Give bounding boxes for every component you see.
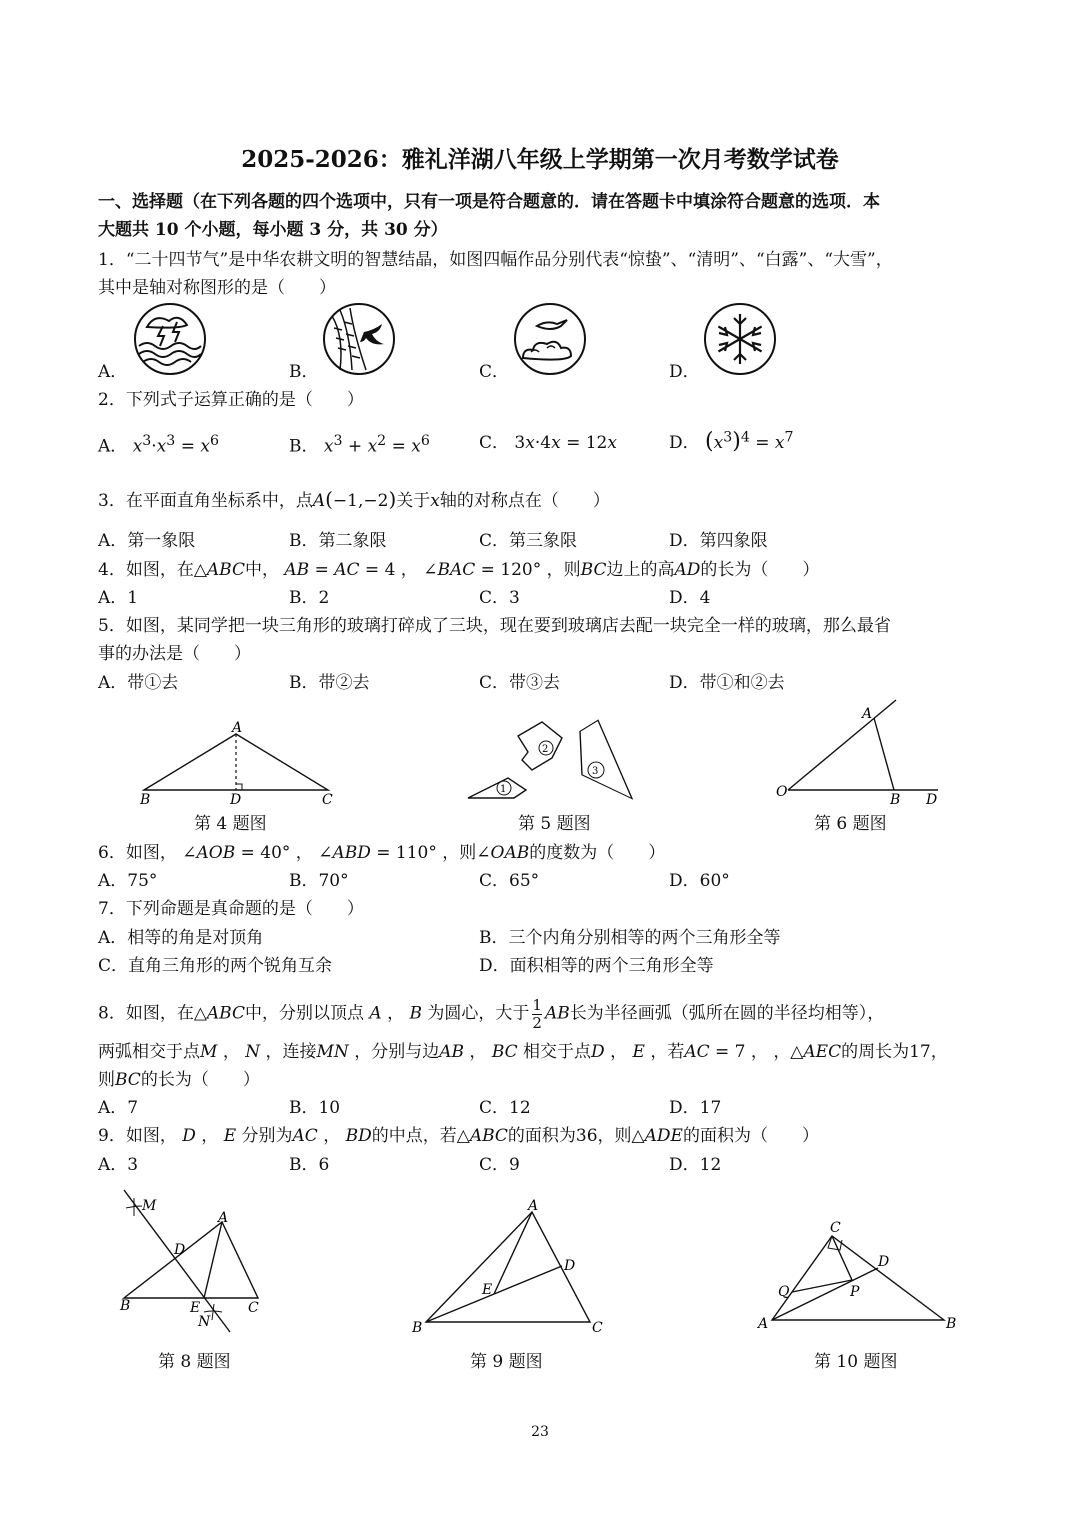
q4-option-b: B．2 [289, 588, 330, 608]
figure-caption-q5: 第 5 题图 [518, 814, 591, 834]
svg-text:D: D [174, 1242, 186, 1258]
svg-text:M: M [142, 1198, 157, 1214]
q2-option-c: C． 3x·4x = 12x [479, 433, 617, 453]
solar-term-bailu-icon [513, 302, 587, 376]
q1-option-c: C． [479, 362, 510, 382]
q3-option-a: A．第一象限 [98, 531, 196, 551]
page-title: 2025-2026：雅礼洋湖八年级上学期第一次月考数学试卷 [241, 146, 839, 173]
q1-option-a: A． [98, 362, 128, 382]
svg-text:A: A [232, 720, 243, 736]
svg-text:D: D [564, 1258, 576, 1274]
q9-option-a: A．3 [98, 1155, 139, 1175]
svg-text:C: C [592, 1320, 603, 1336]
svg-text:D: D [926, 792, 938, 808]
q6-option-d: D．60° [669, 871, 730, 891]
q9-option-c: C．9 [479, 1155, 520, 1175]
figure-caption-q6: 第 6 题图 [814, 814, 887, 834]
q8-option-d: D．17 [669, 1098, 722, 1118]
q2-option-d: D． $(x^3)^4 = x^7$ [669, 429, 794, 454]
svg-text:A: A [862, 706, 873, 722]
q6-option-b: B．70° [289, 871, 349, 891]
figure-q5-glass-pieces [462, 716, 637, 812]
q3-option-b: B．第二象限 [289, 531, 387, 551]
q5-option-b: B．带②去 [289, 673, 370, 693]
q7-option-b: B．三个内角分别相等的两个三角形全等 [479, 928, 781, 948]
svg-text:P: P [850, 1284, 860, 1300]
q7-option-a: A．相等的角是对顶角 [98, 928, 264, 948]
q2-option-b: B． $x^3 + x^2 = x^6$ [289, 433, 430, 457]
q9-stem: 9．如图， D ， E 分别为AC ， BD的中点，若△ABC的面积为36，则△ADE的面积为（ ） [98, 1126, 819, 1146]
figure-q10-right-triangle [756, 1218, 966, 1336]
figure-caption-q9: 第 9 题图 [470, 1352, 543, 1372]
solar-term-daxue-icon [703, 302, 777, 376]
q5-stem-line2: 事的办法是（ ） [98, 644, 251, 664]
svg-text:N: N [198, 1314, 211, 1330]
svg-text:Q: Q [778, 1284, 790, 1300]
svg-text:3: 3 [592, 766, 599, 777]
svg-text:D: D [878, 1254, 890, 1270]
q7-stem: 7．下列命题是真命题的是（ ） [98, 899, 364, 919]
q4-stem: 4．如图，在△ABC中， AB = AC = 4 ， ∠BAC = 120° ，则BC边上的高AD的长为（ ） [98, 560, 820, 580]
q8-option-a: A．7 [98, 1098, 139, 1118]
svg-text:B: B [120, 1298, 131, 1314]
figure-q4-triangle [130, 718, 345, 810]
svg-text:C: C [830, 1220, 841, 1236]
q8-option-b: B．10 [289, 1098, 341, 1118]
figure-q6-angles [772, 700, 952, 810]
figure-q8-perpendicular-bisector [118, 1188, 268, 1338]
q8-stem-line2: 两弧相交于点M ， N ，连接MN ，分别与边AB ， BC 相交于点D ， E ，若AC = 7 ， ，△AEC的周长为17， [98, 1042, 948, 1062]
q5-option-c: C．带③去 [479, 673, 561, 693]
svg-text:A: A [758, 1316, 769, 1332]
q1-option-d: D． [669, 362, 700, 382]
q6-stem: 6．如图， ∠AOB = 40° ， ∠ABD = 110° ，则∠OAB的度数为（ ） [98, 843, 666, 863]
q8-option-c: C．12 [479, 1098, 531, 1118]
figure-caption-q4: 第 4 题图 [194, 814, 267, 834]
q2-option-a: A． $x^3\cdot x^3 = x^6$ [98, 433, 219, 457]
q7-option-c: C．直角三角形的两个锐角互余 [98, 956, 333, 976]
q4-option-c: C．3 [479, 588, 520, 608]
section-header-line1: 一、选择题（在下列各题的四个选项中，只有一项是符合题意的．请在答题卡中填涂符合题意的选项．本 [98, 192, 880, 212]
q5-option-d: D．带①和②去 [669, 673, 785, 693]
solar-term-jingzhe-icon [133, 302, 207, 376]
figure-caption-q8: 第 8 题图 [158, 1352, 231, 1372]
svg-text:O: O [776, 784, 788, 800]
q3-option-c: C．第三象限 [479, 531, 578, 551]
q5-option-a: A．带①去 [98, 673, 179, 693]
q1-stem-line1: 1．“二十四节气”是中华农耕文明的智慧结晶，如图四幅作品分别代表“惊蛰”、“清明”、“白露”、“大雪”， [98, 250, 893, 270]
q2-stem: 2．下列式子运算正确的是（ ） [98, 390, 364, 410]
svg-text:2: 2 [542, 744, 549, 755]
q4-option-a: A．1 [98, 588, 139, 608]
section-header-line2: 大题共 10 个小题，每小题 3 分，共 30 分） [98, 220, 448, 240]
svg-text:A: A [218, 1210, 229, 1226]
q4-option-d: D．4 [669, 588, 711, 608]
svg-text:B: B [140, 792, 151, 808]
q3-stem: 3．在平面直角坐标系中，点A(−1,−2)关于x轴的对称点在（ ） [98, 487, 610, 511]
svg-text:B: B [890, 792, 901, 808]
q3-option-d: D．第四象限 [669, 531, 768, 551]
q9-option-d: D．12 [669, 1155, 722, 1175]
q5-stem-line1: 5．如图，某同学把一块三角形的玻璃打碎成了三块，现在要到玻璃店去配一块完全一样的玻璃，那么最省 [98, 616, 891, 636]
figure-caption-q10: 第 10 题图 [814, 1352, 898, 1372]
solar-term-qingming-icon [322, 302, 396, 376]
svg-text:C: C [248, 1300, 259, 1316]
svg-text:A: A [528, 1198, 539, 1214]
q6-option-c: C．65° [479, 871, 540, 891]
q6-option-a: A．75° [98, 871, 158, 891]
svg-text:E: E [190, 1300, 201, 1316]
svg-text:B: B [946, 1316, 957, 1332]
svg-text:D: D [230, 792, 242, 808]
svg-text:C: C [322, 792, 333, 808]
svg-text:1: 1 [500, 784, 507, 795]
q9-option-b: B．6 [289, 1155, 330, 1175]
q8-stem-line3: 则BC的长为（ ） [98, 1070, 260, 1090]
svg-text:E: E [482, 1282, 493, 1298]
page-number: 23 [531, 1424, 549, 1440]
q1-stem-line2: 其中是轴对称图形的是（ ） [98, 278, 336, 298]
svg-text:B: B [412, 1320, 423, 1336]
q8-stem-line1: 8．如图，在△ABC中，分别以顶点 A ， B 为圆心，大于 $\frac{1}{2}$ AB长为半径画弧（弧所在圆的半径均相等）， [98, 996, 885, 1032]
q1-option-b: B． [289, 362, 319, 382]
q7-option-d: D．面积相等的两个三角形全等 [479, 956, 714, 976]
figure-q9-midpoints [410, 1200, 610, 1335]
